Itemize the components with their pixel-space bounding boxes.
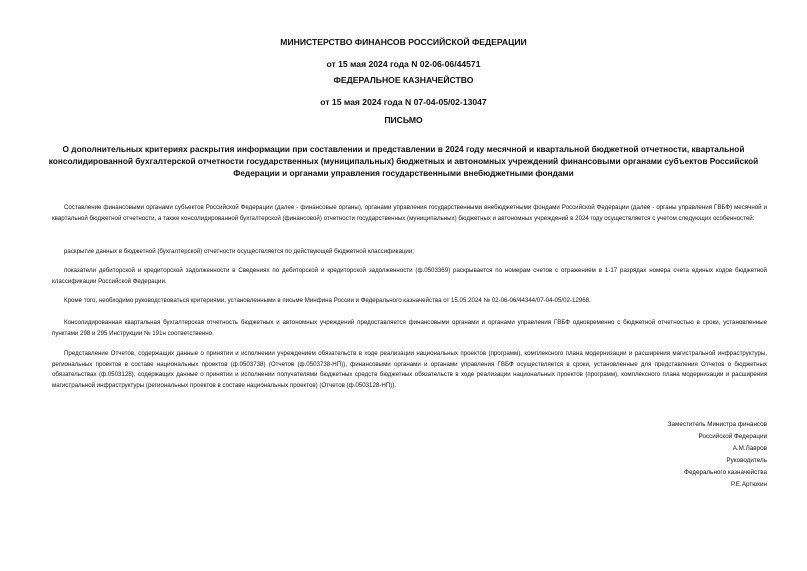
signature-position-2: Российской Федерации [698, 433, 767, 440]
body-paragraph-1: Составление финансовыми органами субъектов Российской Федерации (далее - финансовые органы), органами управления государственными внебюджетными фондами Российской Федерации (далее - органы управления ГВБФ) месячной и квартальной бюджетной отчетности, а также консолидированной бухгалтерской (финансовой) отчетности государственных (муниципальных) бюджетных и автономных учреждений в 2024 году осуществляется с учетом следующих особенностей: [52, 204, 767, 222]
ministry-name: МИНИСТЕРСТВО ФИНАНСОВ РОССИЙСКОЙ ФЕДЕРАЦИИ [280, 37, 527, 47]
body-paragraph-2: раскрытие данных в бюджетной (бухгалтерской) отчетности осуществляется по действующей бюджетной классификации; [64, 248, 414, 255]
signature-block [567, 419, 767, 491]
document-title: О дополнительных критериях раскрытия информации при составлении и представлении в 2024 году месячной и квартальной бюджетной отчетности, квартальной консолидированной бухгалтерской отчетности государственных (муниципальных) бюджетных и автономных учреждений финансовыми органами субъектов Российской Федерации и органами управления государственными внебюджетными фондами [48, 144, 759, 178]
signature-position-1: Заместитель Министра финансов [667, 421, 767, 428]
body-paragraph-4: Кроме того, необходимо руководствоваться критериями, установленными в письме Минфина России и Федерального казначейства от 15.05.2024 № 02-06-06/44344/07-04-05/02-12968. [64, 297, 591, 304]
treasury-name: ФЕДЕРАЛЬНОЕ КАЗНАЧЕЙСТВО [333, 75, 474, 85]
signature-name-1: А.М.Лавров [732, 445, 767, 452]
signature-position-3: Руководитель [726, 457, 767, 464]
signature-position-4: Федерального казначейства [684, 469, 767, 476]
ministry-reference: от 15 мая 2024 года N 02-06-06/44571 [326, 59, 481, 69]
treasury-reference: от 15 мая 2024 года N 07-04-05/02-13047 [320, 97, 487, 107]
body-paragraph-3: показатели дебиторской и кредиторской задолженности в Сведениях по дебиторской и кредиторской задолженности (ф.0503369) раскрывается по номерам счетов с отражением в 1-17 разрядах номера счета единых кодов бюджетной классификации Российской Федерации. [52, 267, 767, 285]
body-paragraph-5: Консолидированная квартальная бухгалтерская отчетность бюджетных и автономных учреждений предоставляется финансовыми органами и органами управления ГВБФ одновременно с бюджетной отчетностью в сроки, установленные пунктами 298 и 295 Инструкции № 191н соответственно. [52, 319, 767, 337]
signature-name-2: Р.Е.Артюхин [731, 481, 767, 488]
body-paragraph-6: Представление Отчетов, содержащих данные о принятии и исполнении учреждением обязательств в ходе реализации национальных проектов (программ), комплексного плана модернизации и расширения магистральной инфраструктуры, региональных проектов в составе национальных проектов (ф.0503738) (Отчетов (ф.0503738-НП)), финансовыми органами и органами управления ГВБФ осуществляется в сроки, установленные для представления Отчетов о бюджетных обязательствах (ф.0503128), содержащих данные о принятии и исполнении получателями бюджетных средств бюджетных обязательств в ходе реализации национальных проектов (программ), комплексного плана модернизации и расширения магистральной инфраструктуры (региональных проектов в составе национальных проектов) (Отчетов (ф.0503128-НП)). [52, 350, 767, 389]
document-type: ПИСЬМО [384, 115, 423, 125]
